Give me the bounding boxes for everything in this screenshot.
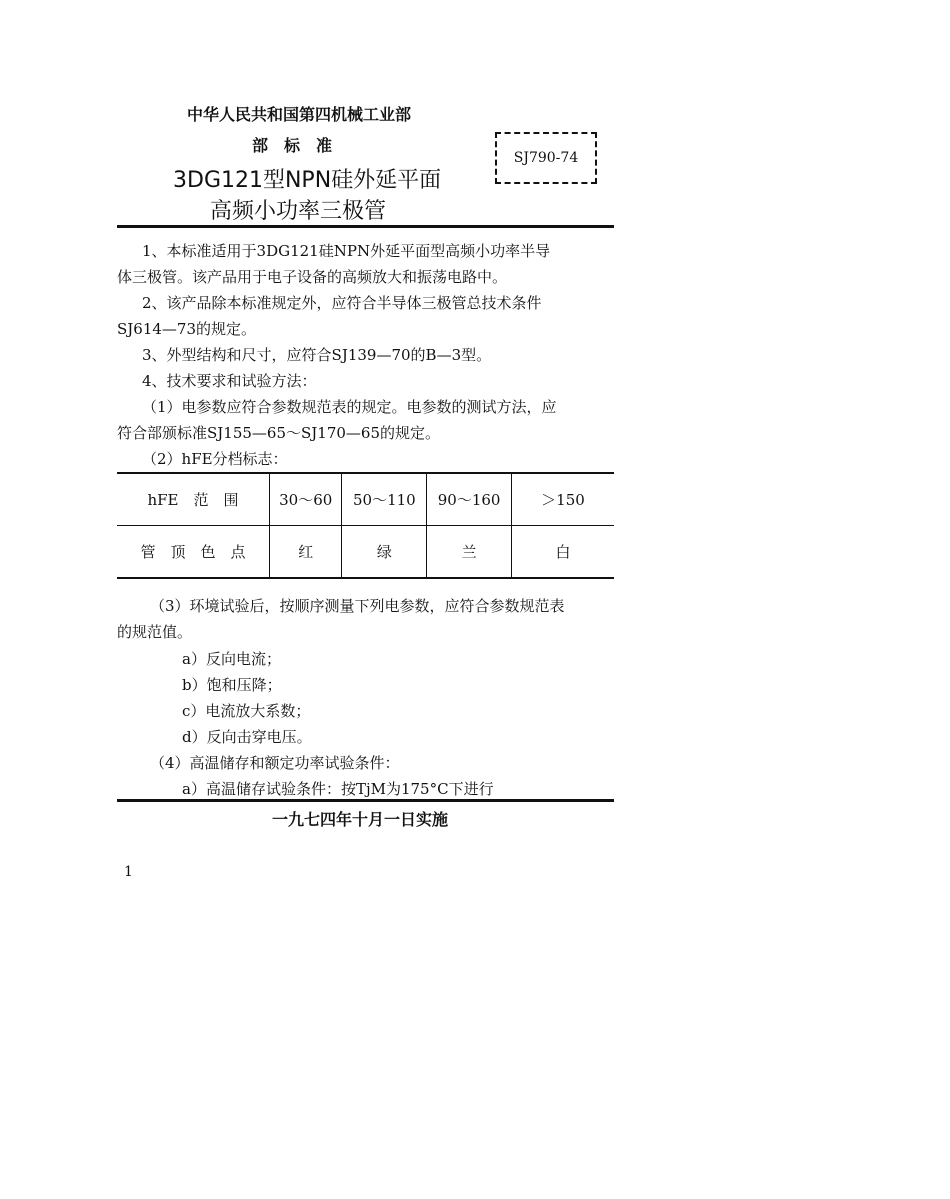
footer-divider	[117, 799, 614, 802]
list-item: d）反向击穿电压。	[182, 728, 312, 746]
standard-code-box	[495, 132, 597, 184]
table-cell: ＞150	[512, 473, 615, 526]
paragraph-1-cont: 体三极管。该产品用于电子设备的高频放大和振荡电路中。	[117, 268, 508, 286]
list-item: c）电流放大系数；	[182, 702, 311, 720]
standard-type: 部 标 准	[252, 136, 333, 155]
list-item: b）饱和压降；	[182, 676, 282, 694]
ministry-name: 中华人民共和国第四机械工业部	[187, 105, 412, 124]
paragraph-4-4: （4）高温储存和额定功率试验条件：	[150, 754, 400, 772]
table-cell: 30～60	[270, 473, 342, 526]
table-cell: 兰	[427, 526, 512, 579]
paragraph-4-1: （1）电参数应符合参数规范表的规定。电参数的测试方法，应	[142, 398, 557, 416]
table-cell: 90～160	[427, 473, 512, 526]
paragraph-4-3: （3）环境试验后，按顺序测量下列电参数，应符合参数规范表	[150, 597, 565, 615]
table-cell: 红	[270, 526, 342, 579]
table-row	[117, 526, 614, 579]
paragraph-2: 2、该产品除本标准规定外，应符合半导体三极管总技术条件	[142, 294, 542, 312]
table-cell: 绿	[342, 526, 427, 579]
title-line-1: 3DG121型NPN硅外延平面	[173, 168, 442, 193]
paragraph-1: 1、本标准适用于3DG121硅NPN外延平面型高频小功率半导	[142, 242, 551, 260]
table-cell: 50～110	[342, 473, 427, 526]
header-divider	[117, 225, 614, 228]
paragraph-4-4-a: a）高温储存试验条件：按TjM为175°C下进行	[182, 780, 494, 798]
paragraph-4: 4、技术要求和试验方法：	[142, 372, 317, 390]
paragraph-3: 3、外型结构和尺寸，应符合SJ139—70的B—3型。	[142, 346, 492, 364]
page-number: 1	[124, 864, 133, 880]
table-cell: 管 顶 色 点	[117, 526, 270, 579]
list-item: a）反向电流；	[182, 650, 281, 668]
standard-code: SJ790-74	[513, 150, 579, 166]
table-cell: hFE 范 围	[117, 473, 270, 526]
hfe-table	[117, 472, 614, 579]
paragraph-4-2: （2）hFE分档标志：	[142, 450, 288, 468]
title-line-2: 高频小功率三极管	[210, 199, 387, 224]
paragraph-4-1-cont: 符合部颁标准SJ155—65～SJ170—65的规定。	[117, 424, 441, 442]
paragraph-2-cont: SJ614—73的规定。	[117, 320, 257, 338]
table-row	[117, 473, 614, 526]
paragraph-4-3-cont: 的规范值。	[117, 623, 193, 641]
effective-date: 一九七四年十月一日实施	[272, 810, 449, 829]
table-cell: 白	[512, 526, 615, 579]
